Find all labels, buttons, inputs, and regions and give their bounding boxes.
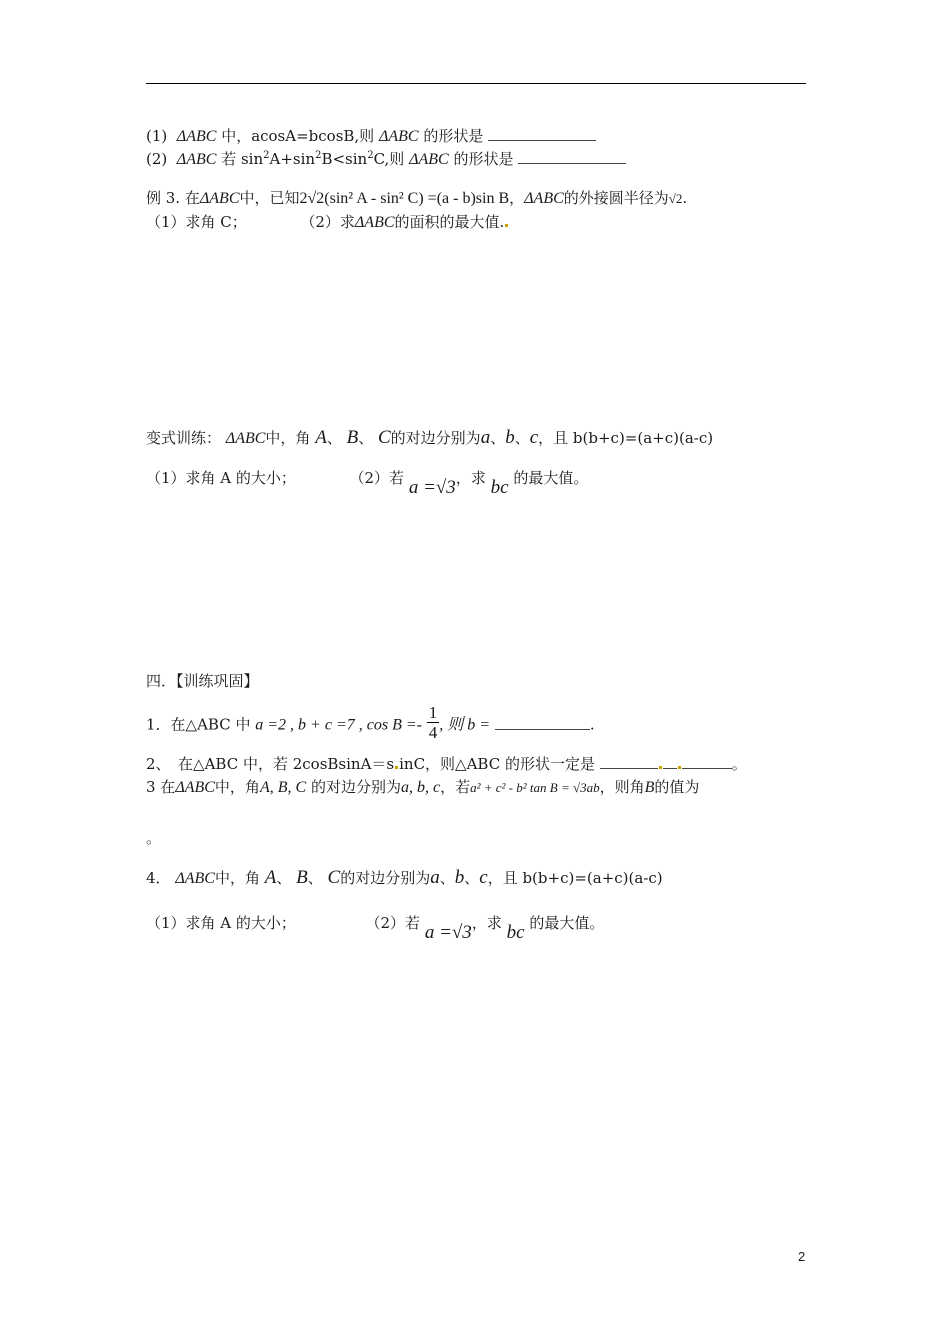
problem-text: 中，acosA=bcosB,则 (221, 127, 375, 145)
answer-blank[interactable] (495, 715, 590, 730)
side-a: a (430, 867, 440, 888)
item-text: 中，角 (214, 869, 260, 887)
variant-text: ，且 b(b+c)=(a+c)(a-c) (538, 429, 714, 447)
angles-list: A, B, C (259, 779, 307, 796)
answer-blank[interactable] (600, 754, 658, 769)
item-3-line (146, 777, 699, 798)
item-text: 1．在△ABC 中 (146, 715, 251, 734)
item-text: ，则角 (599, 778, 645, 796)
triangle-symbol: ΔABC (378, 128, 419, 145)
fraction (427, 703, 440, 742)
item-text: 的对边分别为 (310, 778, 401, 796)
marker-dot (659, 766, 662, 769)
question-2: （2）求 (300, 213, 355, 231)
question-1: （1）求角 A 的大小； (146, 469, 296, 487)
condition-a: a =√3 (408, 477, 456, 498)
marker-dot (505, 224, 508, 227)
angle-B: B (296, 867, 308, 888)
side-a: a (480, 427, 491, 448)
item-1-line (146, 703, 595, 745)
question-2: ，求 (471, 914, 502, 932)
expression-bc: bc (506, 922, 525, 943)
example-label: 例 3. (146, 189, 181, 207)
problem-1-line (146, 126, 596, 147)
question-1: （1）求角 C； (146, 213, 247, 231)
marker-dot (678, 766, 681, 769)
variant-training-line: 变式训练： ΔABC中，角 A、 B、 C的对边分别为a、b、c，且 b(b+c)=(a+c)(a-c) (146, 427, 714, 448)
problem-text: 的形状是 (423, 127, 484, 145)
angle-B: B (644, 779, 655, 796)
sides-list: a, b, c (400, 779, 441, 796)
variant-text: 中，角 (265, 429, 311, 447)
problem-text: 的形状是 (453, 150, 514, 168)
example-formula: 2√2(sin² A - sin² C) =(a - b)sin B (299, 190, 510, 207)
item-number: 4． (146, 869, 171, 887)
side-c: c (529, 427, 539, 448)
variant-text: 的对边分别为 (390, 429, 481, 447)
question-2: （2）若 (365, 914, 421, 932)
triangle-symbol: ΔABC (175, 779, 215, 796)
triangle-symbol: ΔABC (176, 151, 217, 168)
triangle-symbol: ΔABC (524, 190, 564, 207)
item-condition: a² + c² - b² tan B = √3ab (470, 780, 600, 795)
fraction-denominator: 4 (428, 723, 438, 742)
answer-blank[interactable] (518, 149, 626, 164)
header-rule (146, 83, 806, 84)
angle-B: B (346, 427, 359, 448)
item-2-line (146, 754, 747, 774)
item-text: ，且 b(b+c)=(a+c)(a-c) (487, 869, 663, 887)
problem-text: C,则 (373, 150, 405, 168)
problem-text: 若 sin (221, 150, 264, 168)
angle-C: C (377, 427, 391, 448)
variant-label: 变式训练： (146, 429, 222, 447)
triangle-symbol: ΔABC (175, 870, 215, 887)
question-2: 的最大值。 (529, 914, 605, 932)
item-text: 2、 在△ABC 中，若 2cosBsinA＝s (146, 755, 395, 773)
variant-questions (146, 468, 589, 498)
fraction-numerator: 1 (428, 703, 438, 722)
problem-text: B<sin (321, 150, 368, 168)
item-text: , 则 b = (439, 716, 491, 734)
answer-blank[interactable] (663, 754, 677, 769)
item-4-line: 4． ΔABC中，角 A、 B、 C的对边分别为a、b、c，且 b(b+c)=(a+c)(a-c) (146, 867, 663, 888)
example-text: 在 (184, 189, 200, 207)
item-text: 。 (146, 829, 162, 847)
item-text: 的值为 (654, 778, 700, 796)
expression-bc: bc (490, 477, 509, 498)
side-b: b (505, 427, 515, 448)
radius-value: √2 (668, 191, 683, 206)
item-text: 3 在 (146, 778, 176, 796)
question-2: 的面积的最大值. (394, 213, 505, 231)
item-text: 。 (731, 755, 747, 773)
page-number: 2 (798, 1249, 806, 1264)
angle-A: A (264, 867, 277, 888)
question-2: 的最大值。 (513, 469, 589, 487)
example-text: 的外接圆半径为 (563, 189, 669, 207)
example-3-questions (146, 212, 509, 233)
problem-number: (1) (146, 127, 168, 145)
item-text: ，若 (440, 778, 471, 796)
example-3-line (146, 188, 687, 209)
item-text: inC，则△ABC 的形状一定是 (399, 755, 595, 773)
question-2: （2）若 (349, 469, 405, 487)
problem-number: (2) (146, 150, 168, 168)
angle-C: C (327, 867, 341, 888)
angle-A: A (315, 427, 327, 448)
item-condition: a =2 , b + c =7 , cos B =- (255, 716, 422, 734)
example-text: . (682, 189, 688, 207)
item-4-questions (146, 913, 605, 943)
item-text: . (589, 715, 595, 734)
section-title: 四．【训练巩固】 (146, 672, 259, 690)
problem-text: A+sin (269, 150, 316, 168)
side-b: b (454, 867, 465, 888)
marker-dot (395, 766, 398, 769)
example-text: 中，已知 (239, 189, 300, 207)
problem-2-line: (2) ΔABC 若 $\sin^2A+\sin^2B<\sin^2C$,则 ΔABC 的形状是 (146, 146, 626, 170)
answer-blank[interactable] (682, 754, 732, 769)
answer-blank[interactable] (488, 126, 596, 141)
item-3-end (146, 828, 161, 848)
item-text: 的对边分别为 (340, 869, 431, 887)
triangle-symbol: ΔABC (409, 151, 449, 168)
side-c: c (479, 867, 488, 888)
section-4-title (146, 671, 259, 691)
triangle-symbol: ΔABC (199, 190, 240, 207)
triangle-symbol: ΔABC (176, 128, 217, 145)
question-2: ，求 (455, 469, 486, 487)
triangle-symbol: ΔABC (354, 214, 395, 231)
condition-a: a =√3 (424, 922, 472, 943)
triangle-symbol: ΔABC (225, 430, 266, 447)
question-1: （1）求角 A 的大小； (146, 914, 296, 932)
item-text: 中，角 (214, 778, 260, 796)
example-text: ， (509, 189, 525, 207)
